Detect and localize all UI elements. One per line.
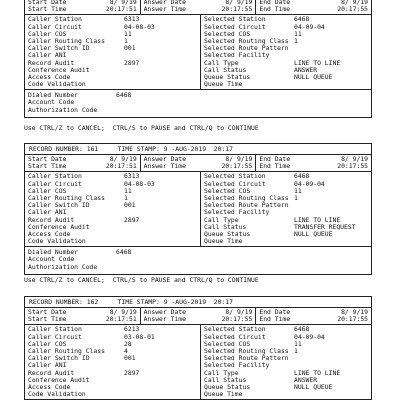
selected-routing-class-value: 1	[294, 346, 298, 355]
detail-block: Caller Station 6213 Caller Circuit 03-08-01 Caller COS 28 Caller Routing Class 4 Caller Switch ID 001 Caller ANI Record Audit 2897 Conference Audit Access Code Code Validation Selected Station 6468 Selected Circuit 04-09-04 Selected COS 11 Selected Routing Class 1 Selected Route Pattern Selected Facility Call Type LINE TO LINE Call Status ANSWER Queue Status NULL QUEUE Queue Time	[25, 325, 371, 399]
detail-block: Caller Station 6313 Caller Circuit 04-08-03 Caller COS 11 Caller Routing Class 1 Caller Switch ID 001 Caller ANI Record Audit 2897 Conference Audit Access Code Code Validation Selected Station 6468 Selected Circuit 04-09-04 Selected COS 11 Selected Routing Class 1 Selected Route Pattern Selected Facility Call Type LINE TO LINE Call Status TRANSFER REQUEST Queue Status NULL QUEUE Queue Time	[25, 172, 371, 247]
caller-cos-value: 28	[124, 339, 132, 348]
caller-routing-class-value: 1	[124, 36, 128, 45]
selected-circuit-value: 04-09-04	[294, 332, 325, 341]
queue-status-value: NULL QUEUE	[294, 72, 333, 81]
caller-routing-class-value: 1	[124, 193, 128, 202]
caller-cos-value: 11	[124, 186, 132, 195]
queue-status-value: NULL QUEUE	[294, 229, 333, 238]
end-time-value: 20:17:55	[337, 5, 369, 14]
end-date-value: 8/ 9/19	[341, 155, 369, 163]
answer-time-value: 20:17:55	[221, 315, 253, 324]
caller-cos-value: 11	[124, 29, 132, 38]
answer-date-value: 8/ 9/19	[225, 0, 253, 6]
date-time-row: Start Date 8/ 9/19 Start Time 20:17:51 Answer Date 8/ 9/19 Answer Time 20:17:55 End Date 8/ 9/19 End Time 20:17:55	[25, 0, 371, 15]
date-time-row: Start Date 8/ 9/19 Start Time 20:17:51 Answer Date 8/ 9/19 Answer Time 20:17:55 End Date 8/ 9/19 End Time 20:17:55	[25, 308, 371, 325]
call-record-161	[24, 143, 372, 275]
caller-switch-id-value: 001	[124, 44, 136, 53]
selected-station-value: 6468	[294, 172, 310, 181]
call-type-value: LINE TO LINE	[294, 58, 341, 67]
end-date-value: 8/ 9/19	[341, 308, 369, 316]
record-number-value: 162	[86, 298, 99, 306]
caller-station-value: 6313	[124, 172, 140, 181]
start-date-value: 8/ 9/19	[109, 308, 137, 316]
caller-station-value: 6313	[124, 15, 140, 24]
dialed-number-value: 6468	[116, 248, 132, 257]
answer-time-value: 20:17:55	[221, 5, 253, 14]
call-record-160	[24, 0, 372, 118]
record-header: RECORD NUMBER: 162 TIME STAMP: 9 -AUG-2019 20:17	[25, 297, 371, 308]
record-audit-value: 2897	[124, 368, 140, 377]
call-type-value: LINE TO LINE	[294, 368, 341, 377]
caller-circuit-value: 04-08-03	[124, 22, 155, 31]
start-time-value: 20:17:51	[105, 162, 137, 171]
end-date-value: 8/ 9/19	[341, 0, 369, 6]
selected-routing-class-value: 1	[294, 193, 298, 202]
call-record-162	[24, 296, 372, 400]
time-stamp-value: 9 -AUG-2019 20:17	[163, 298, 233, 306]
record-audit-value: 2897	[124, 58, 140, 67]
queue-status-value: NULL QUEUE	[294, 382, 333, 391]
start-time-value: 20:17:51	[105, 5, 137, 14]
caller-station-value: 6213	[124, 325, 140, 334]
selected-cos-value: 11	[294, 186, 302, 195]
call-status-value: ANSWER	[294, 375, 318, 384]
continue-prompt: Use CTRL/Z to CANCEL; CTRL/S to PAUSE and CTRL/Q to CONTINUE	[24, 124, 259, 132]
selected-station-value: 6468	[294, 325, 310, 334]
dial-block: Dialed Number 6468 Account Code Authorization Code	[25, 90, 371, 117]
record-audit-value: 2897	[124, 215, 140, 224]
selected-cos-value: 11	[294, 339, 302, 348]
selected-circuit-value: 04-09-04	[294, 179, 325, 188]
caller-circuit-value: 03-08-01	[124, 332, 155, 341]
end-time-value: 20:17:55	[337, 315, 369, 324]
end-time-value: 20:17:55	[337, 162, 369, 171]
selected-routing-class-value: 1	[294, 36, 298, 45]
answer-date-value: 8/ 9/19	[225, 155, 253, 163]
start-date-value: 8/ 9/19	[109, 0, 137, 6]
caller-switch-id-value: 001	[124, 201, 136, 210]
answer-time-value: 20:17:55	[221, 162, 253, 171]
call-status-value: ANSWER	[294, 65, 318, 74]
call-status-value: TRANSFER REQUEST	[294, 222, 356, 231]
record-number-value: 161	[86, 145, 99, 153]
dialed-number-value: 6468	[116, 91, 132, 100]
caller-routing-class-value: 4	[124, 346, 128, 355]
start-time-value: 20:17:51	[105, 315, 137, 324]
detail-block: Caller Station 6313 Caller Circuit 04-08-03 Caller COS 11 Caller Routing Class 1 Caller Switch ID 001 Caller ANI Record Audit 2897 Conference Audit Access Code Code Validation Selected Station 6468 Selected Circuit 04-09-04 Selected COS 11 Selected Routing Class 1 Selected Route Pattern Selected Facility Call Type LINE TO LINE Call Status ANSWER Queue Status NULL QUEUE Queue Time	[25, 15, 371, 90]
start-date-value: 8/ 9/19	[109, 155, 137, 163]
continue-prompt: Use CTRL/Z to CANCEL; CTRL/S to PAUSE and CTRL/Q to CONTINUE	[24, 276, 259, 284]
caller-circuit-value: 04-08-03	[124, 179, 155, 188]
date-time-row: Start Date 8/ 9/19 Start Time 20:17:51 Answer Date 8/ 9/19 Answer Time 20:17:55 End Date 8/ 9/19 End Time 20:17:55	[25, 155, 371, 172]
selected-cos-value: 11	[294, 29, 302, 38]
call-type-value: LINE TO LINE	[294, 215, 341, 224]
dial-block: Dialed Number 6468 Account Code Authorization Code	[25, 247, 371, 274]
time-stamp-value: 9 -AUG-2019 20:17	[163, 145, 233, 153]
record-header: RECORD NUMBER: 161 TIME STAMP: 9 -AUG-2019 20:17	[25, 144, 371, 155]
selected-station-value: 6468	[294, 15, 310, 24]
selected-circuit-value: 04-09-04	[294, 22, 325, 31]
answer-date-value: 8/ 9/19	[225, 308, 253, 316]
caller-switch-id-value: 001	[124, 354, 136, 363]
